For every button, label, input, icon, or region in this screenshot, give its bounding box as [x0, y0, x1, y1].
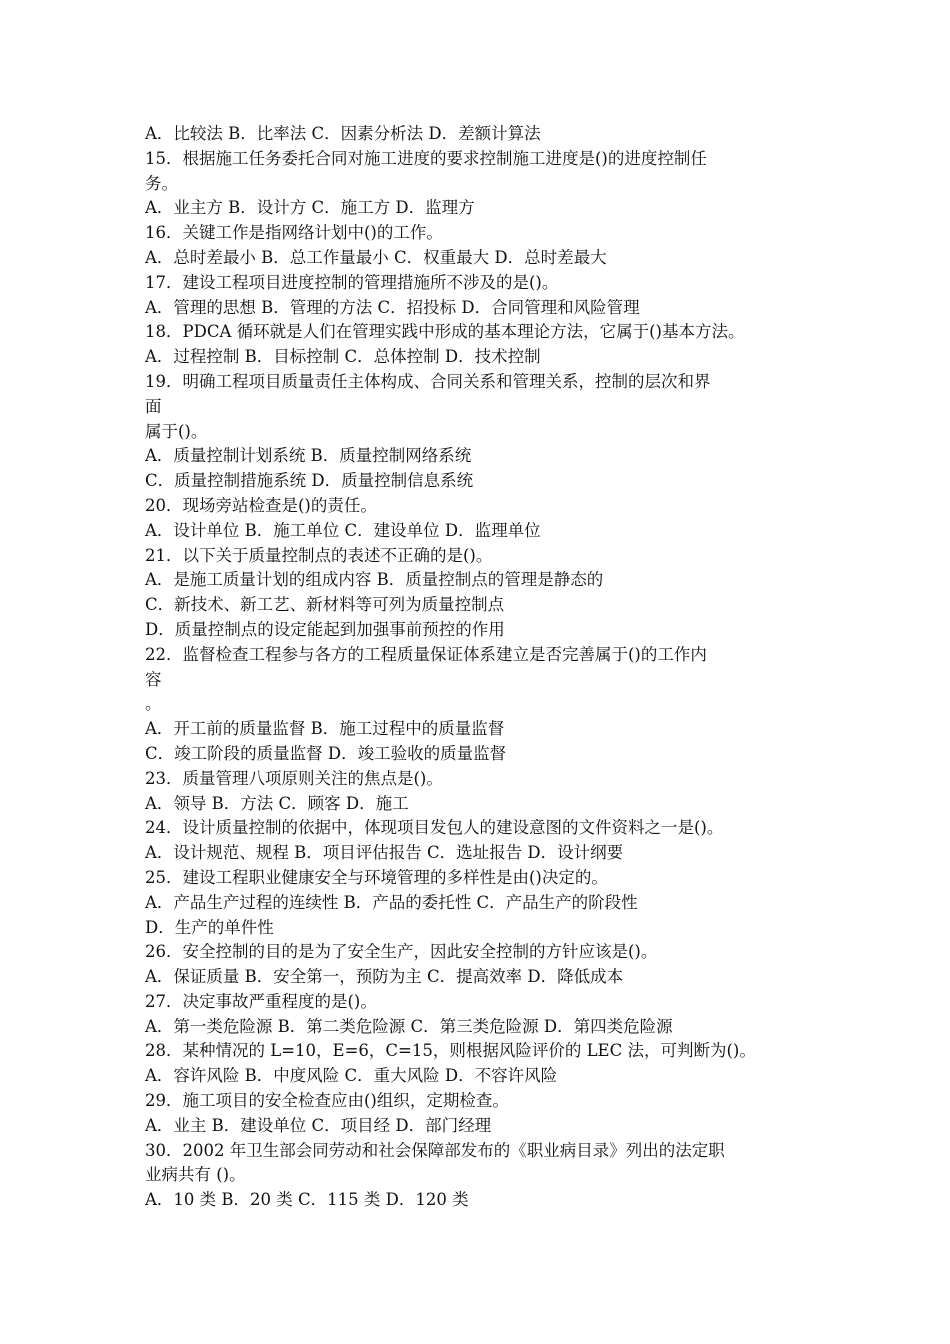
- text-line: A．开工前的质量监督 B．施工过程中的质量监督: [145, 719, 505, 739]
- text-line: A．设计单位 B．施工单位 C．建设单位 D．监理单位: [145, 520, 541, 540]
- text-line: A．比较法 B．比率法 C．因素分析法 D．差额计算法: [145, 124, 541, 143]
- text-line: A．10 类 B．20 类 C．115 类 D．120 类: [145, 1190, 469, 1210]
- text-line: 属于()。: [145, 421, 208, 441]
- text-line: 27．决定事故严重程度的是()。: [145, 991, 377, 1011]
- text-line: 17．建设工程项目进度控制的管理措施所不涉及的是()。: [145, 272, 559, 292]
- text-line: 23．质量管理八项原则关注的焦点是()。: [145, 768, 443, 788]
- text-line: A．领导 B．方法 C．顾客 D．施工: [145, 793, 409, 813]
- text-line: A．容许风险 B．中度风险 C．重大风险 D．不容许风险: [145, 1066, 558, 1086]
- text-line: A．保证质量 B．安全第一，预防为主 C．提高效率 D．降低成本: [145, 967, 624, 987]
- text-line: 18．PDCA 循环就是人们在管理实践中形成的基本理论方法，它属于()基本方法。: [145, 322, 745, 342]
- text-line: A．管理的思想 B．管理的方法 C．招投标 D．合同管理和风险管理: [145, 297, 640, 317]
- text-line: A．业主 B．建设单位 C．项目经 D．部门经理: [145, 1115, 492, 1135]
- text-line: A．总时差最小 B．总工作量最小 C．权重最大 D．总时差最大: [145, 247, 607, 267]
- text-line: 21．以下关于质量控制点的表述不正确的是()。: [145, 545, 493, 565]
- text-line: C．竣工阶段的质量监督 D．竣工验收的质量监督: [145, 743, 507, 763]
- text-line: A．产品生产过程的连续性 B．产品的委托性 C．产品生产的阶段性: [145, 892, 638, 912]
- text-line: 24．设计质量控制的依据中，体现项目发包人的建设意图的文件资料之一是()。: [145, 818, 724, 838]
- text-line: 16．关键工作是指网络计划中()的工作。: [145, 223, 443, 243]
- text-line: 22．监督检查工程参与各方的工程质量保证体系建立是否完善属于()的工作内: [145, 644, 707, 664]
- text-line: 务。: [145, 173, 178, 193]
- text-line: A．质量控制计划系统 B．质量控制网络系统: [145, 446, 472, 466]
- text-line: 。: [145, 694, 162, 714]
- text-line: 28．某种情况的 L=10，E=6，C=15，则根据风险评价的 LEC 法，可判断为()。: [145, 1041, 756, 1061]
- text-line: 25．建设工程职业健康安全与环境管理的多样性是由()决定的。: [145, 867, 608, 887]
- document-page: [145, 122, 825, 1213]
- text-line: 30．2002 年卫生部会同劳动和社会保障部发布的《职业病目录》列出的法定职: [145, 1140, 725, 1160]
- text-line: 面: [145, 396, 162, 416]
- text-line: A．过程控制 B．目标控制 C．总体控制 D．技术控制: [145, 347, 541, 367]
- text-line: 容: [145, 669, 162, 689]
- text-line: 20．现场旁站检查是()的责任。: [145, 495, 377, 515]
- text-line: 29．施工项目的安全检查应由()组织，定期检查。: [145, 1091, 509, 1111]
- text-line: A．设计规范、规程 B．项目评估报告 C．选址报告 D．设计纲要: [145, 843, 624, 863]
- text-line: A．第一类危险源 B．第二类危险源 C．第三类危险源 D．第四类危险源: [145, 1016, 673, 1036]
- text-line: D．质量控制点的设定能起到加强事前预控的作用: [145, 619, 505, 639]
- text-line: 业病共有 ()。: [145, 1165, 246, 1185]
- text-line: C．质量控制措施系统 D．质量控制信息系统: [145, 471, 474, 491]
- text-line: 26．安全控制的目的是为了安全生产，因此安全控制的方针应该是()。: [145, 942, 658, 962]
- text-line: 15．根据施工任务委托合同对施工进度的要求控制施工进度是()的进度控制任: [145, 148, 707, 168]
- text-line: A．业主方 B．设计方 C．施工方 D．监理方: [145, 198, 475, 218]
- text-line: C．新技术、新工艺、新材料等可列为质量控制点: [145, 595, 505, 615]
- text-line: A．是施工质量计划的组成内容 B．质量控制点的管理是静态的: [145, 570, 604, 590]
- text-line: D．生产的单件性: [145, 917, 274, 937]
- text-line: 19．明确工程项目质量责任主体构成、合同关系和管理关系，控制的层次和界: [145, 371, 711, 391]
